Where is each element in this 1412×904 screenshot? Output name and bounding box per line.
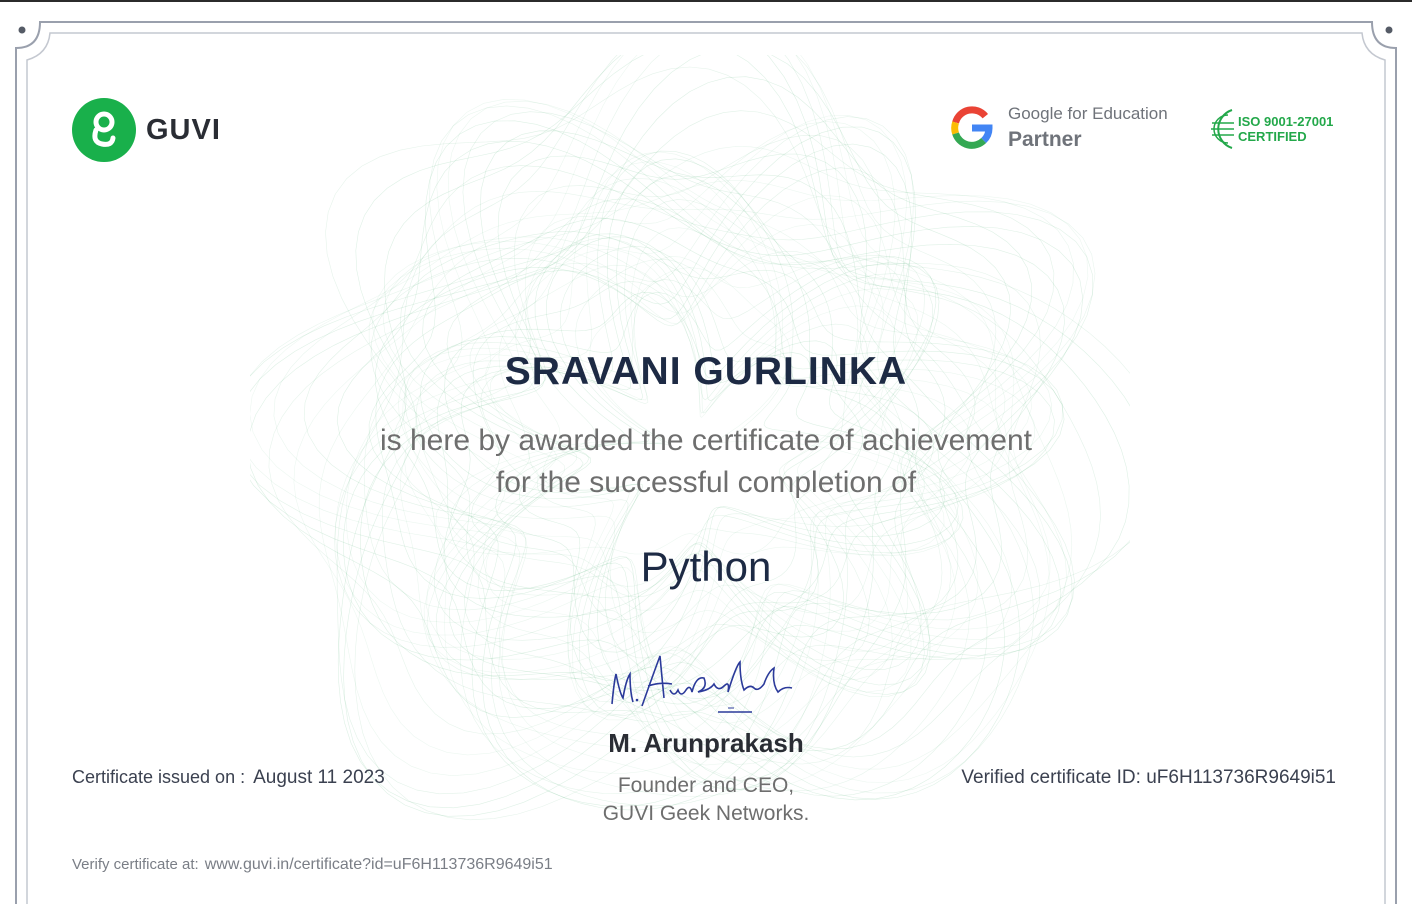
google-partner-badge	[950, 104, 1168, 152]
wave-line	[335, 135, 1040, 706]
recipient-name: SRAVANI GURLINKA	[504, 350, 908, 393]
guvi-logo-icon	[72, 98, 136, 162]
wave-line	[405, 255, 925, 661]
guvi-logo	[72, 98, 221, 162]
wave-line	[444, 159, 930, 685]
verify-certificate-line	[72, 856, 553, 874]
verify-label: Verify certificate at:	[72, 856, 199, 873]
verify-url-link[interactable]: www.guvi.in/certificate?id=uF6H113736R9649i51	[204, 856, 553, 873]
google-g-icon	[950, 106, 994, 150]
wave-line	[403, 228, 911, 692]
wave-line	[382, 112, 1074, 722]
issue-date-block	[72, 767, 385, 789]
wave-line	[450, 259, 958, 586]
iso-line1: ISO 9001-27001	[1238, 114, 1334, 129]
iso-line2: CERTIFIED	[1238, 129, 1307, 144]
signature-image	[600, 650, 810, 725]
partner-line2: Partner	[1008, 128, 1082, 151]
partner-line1: Google for Education	[1008, 104, 1168, 123]
top-edge-line	[0, 0, 1412, 2]
iso-globe-icon	[1208, 106, 1236, 152]
brand-name: GUVI	[146, 113, 221, 146]
signatory-name: M. Arunprakash	[608, 728, 804, 758]
award-text-line1: is here by awarded the certificate of achievement	[379, 424, 1033, 457]
signatory-title-line2: GUVI Geek Networks.	[602, 802, 810, 825]
wave-line	[435, 151, 934, 670]
issued-date: August 11 2023	[253, 767, 385, 788]
wave-line	[436, 268, 944, 555]
signatory-title-line1: Founder and CEO,	[617, 774, 795, 797]
wave-line	[336, 122, 1012, 724]
iso-certified-badge	[1208, 106, 1333, 152]
course-name: Python	[640, 543, 772, 590]
verified-certificate-id: Verified certificate ID: uF6H113736R9649i51	[961, 767, 1336, 788]
award-text-line2: for the successful completion of	[495, 466, 917, 499]
issued-label: Certificate issued on :	[72, 767, 246, 787]
wave-line	[360, 131, 1072, 704]
wave-line	[424, 162, 1007, 673]
